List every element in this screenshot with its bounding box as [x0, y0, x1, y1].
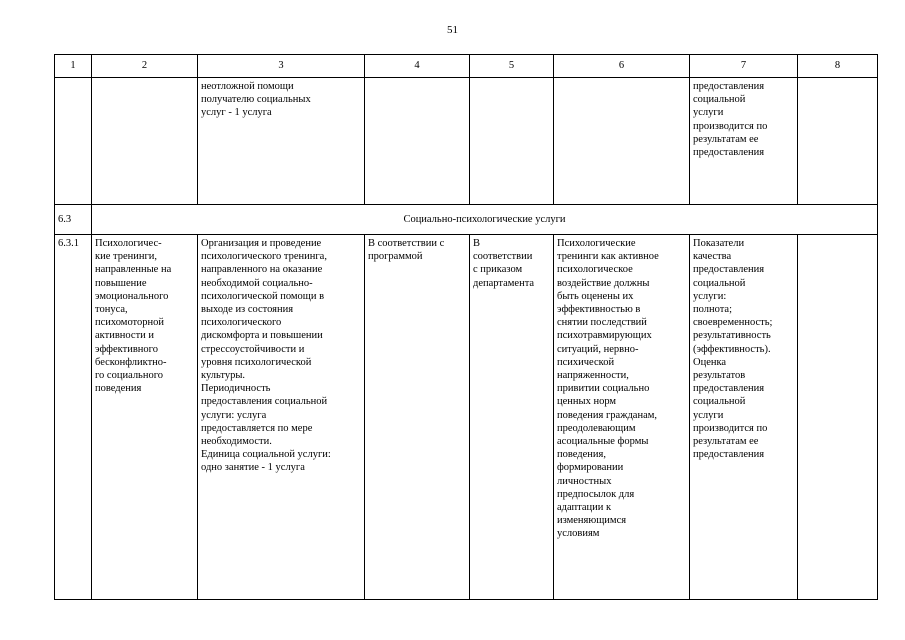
header-cell-7: 7 — [690, 55, 798, 78]
cont-cell-description: неотложной помощи получателю социальных услуг - 1 услуга — [198, 78, 365, 205]
service-conditions: Психологические тренинги как активное психологическое воздействие должны быть оценены их эффективностью в снятии последствий психотравмирующих ситуаций, нервно- психической напряженности, привитии социально ценных норм поведения гражданам, преодолевающим асоциальные формы поведения, формировании личностных предпосылок для адаптации к изменяющимся условиям — [554, 235, 690, 600]
service-col8 — [798, 235, 878, 600]
section-row — [55, 205, 878, 235]
service-quality: Показатели качества предоставления социальной услуги: полнота; своевременность; результативность (эффективность). Оценка результатов предоставления социальной услуги производится по результатам ее предоставления — [690, 235, 798, 600]
header-row — [55, 55, 878, 78]
table-row-6-3-1 — [55, 235, 878, 600]
header-cell-8: 8 — [798, 55, 878, 78]
cont-cell-5 — [470, 78, 554, 205]
cont-cell-4 — [365, 78, 470, 205]
header-cell-2: 2 — [92, 55, 198, 78]
header-cell-3: 3 — [198, 55, 365, 78]
section-title: Социально-психологические услуги — [92, 205, 878, 235]
service-name: Психологичес- кие тренинги, направленные на повышение эмоционального тонуса, психомоторной активности и эффективного бесконфликтно- го социального поведения — [92, 235, 198, 600]
row-number: 6.3.1 — [55, 235, 92, 600]
section-number: 6.3 — [55, 205, 92, 235]
cont-cell-2 — [92, 78, 198, 205]
services-table — [54, 54, 878, 600]
service-description: Организация и проведение психологического тренинга, направленного на оказание необходимой социально- психологической помощи в выходе из состояния психологического дискомфорта и повышении стрессоустойчивости и уровня психологической культуры. Периодичность предоставления социальной услуги: услуга предоставляется по мере необходимости. Единица социальной услуги: одно занятие - 1 услуга — [198, 235, 365, 600]
header-cell-1: 1 — [55, 55, 92, 78]
header-cell-4: 4 — [365, 55, 470, 78]
page-number: 51 — [447, 24, 458, 36]
continued-row — [55, 78, 878, 205]
service-basis: В соответствии с приказом департамента — [470, 235, 554, 600]
cont-cell-quality: предоставления социальной услуги производится по результатам ее предоставления — [690, 78, 798, 205]
cont-cell-8 — [798, 78, 878, 205]
service-terms: В соответствии с программой — [365, 235, 470, 600]
header-cell-5: 5 — [470, 55, 554, 78]
cont-cell-1 — [55, 78, 92, 205]
cont-cell-6 — [554, 78, 690, 205]
header-cell-6: 6 — [554, 55, 690, 78]
